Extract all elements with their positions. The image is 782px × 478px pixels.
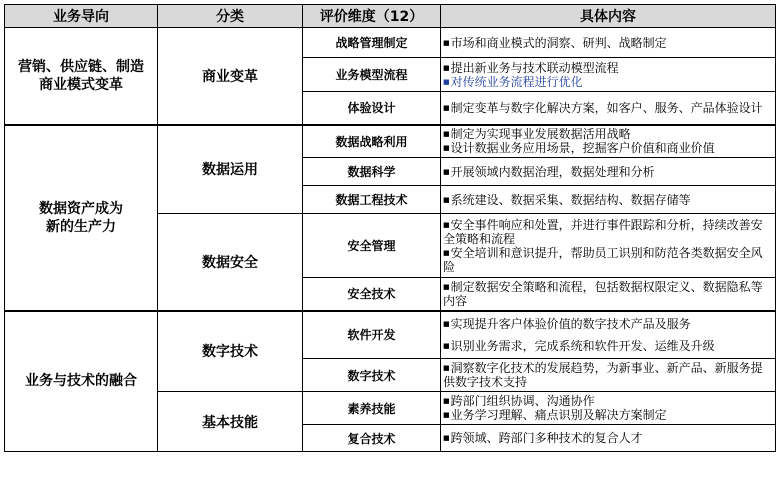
content-cell <box>441 392 776 425</box>
content-cell <box>441 92 776 125</box>
category-cell: 商业变革 <box>158 28 303 125</box>
content-cell <box>441 158 776 186</box>
content-item: ■ 洞察数字化技术的发展趋势，为新事业、新产品、新服务提供数字技术支持 <box>443 361 773 389</box>
content-item: ■ 安全事件响应和处置，并进行事件跟踪和分析，持续改善安全策略和流程 <box>443 218 773 246</box>
content-cell <box>441 311 776 359</box>
direction-line: 数据资产成为 <box>39 200 123 217</box>
content-item: ■ 设计数据业务应用场景，挖掘客户价值和商业价值 <box>443 141 773 155</box>
table-row <box>5 311 776 359</box>
content-item: ■ 实现提升客户体验价值的数字技术产品及服务 <box>443 317 773 331</box>
content-cell <box>441 425 776 452</box>
dimension-cell: 安全管理 <box>303 214 441 278</box>
dimension-cell: 数据科学 <box>303 158 441 186</box>
table-row <box>5 125 776 158</box>
category-cell: 数据安全 <box>158 214 303 311</box>
direction-line: 业务与技术的融合 <box>25 373 137 390</box>
content-item: ■ 跨部门组织协调、沟通协作 <box>443 394 773 408</box>
content-item: ■ 安全培训和意识提升，帮助员工识别和防范各类数据安全风险 <box>443 246 773 274</box>
direction-cell <box>5 28 158 125</box>
header-content: 具体内容 <box>441 5 776 28</box>
category-cell: 数据运用 <box>158 125 303 214</box>
content-item: ■ 提出新业务与技术联动模型流程 <box>443 61 773 75</box>
table-row <box>5 28 776 58</box>
content-cell <box>441 214 776 278</box>
direction-line: 新的生产力 <box>46 218 116 235</box>
dimension-cell: 软件开发 <box>303 311 441 359</box>
header-category: 分类 <box>158 5 303 28</box>
content-cell <box>441 186 776 214</box>
content-item: ■ 业务学习理解、痛点识别及解决方案制定 <box>443 408 773 422</box>
dimension-cell: 体验设计 <box>303 92 441 125</box>
direction-cell <box>5 125 158 311</box>
header-dimension: 评价维度（12） <box>303 5 441 28</box>
content-item: ■ 识别业务需求，完成系统和软件开发、运维及升级 <box>443 339 773 353</box>
dimension-cell: 业务模型流程 <box>303 58 441 92</box>
content-item: ■ 跨领域、跨部门多种技术的复合人才 <box>443 431 773 445</box>
content-item: ■ 制定为实现事业发展数据活用战略 <box>443 127 773 141</box>
dimension-cell: 素养技能 <box>303 392 441 425</box>
direction-cell <box>5 311 158 452</box>
dimension-cell: 数据工程技术 <box>303 186 441 214</box>
dimension-cell: 战略管理制定 <box>303 28 441 58</box>
dimension-cell: 复合技术 <box>303 425 441 452</box>
content-item: ■ 对传统业务流程进行优化 <box>443 75 773 89</box>
content-item: ■ 制定数据安全策略和流程，包括数据权限定义、数据隐私等内容 <box>443 280 773 308</box>
header-row <box>5 5 776 28</box>
content-cell <box>441 28 776 58</box>
direction-line: 营销、供应链、制造 <box>18 58 144 75</box>
category-cell: 数字技术 <box>158 311 303 392</box>
content-cell <box>441 278 776 311</box>
header-direction: 业务导向 <box>5 5 158 28</box>
content-cell <box>441 125 776 158</box>
content-item: ■ 开展领域内数据治理，数据处理和分析 <box>443 165 773 179</box>
dimension-cell: 数据战略利用 <box>303 125 441 158</box>
digital-talent-evaluation-table <box>4 4 776 452</box>
category-cell: 基本技能 <box>158 392 303 452</box>
content-item: ■ 制定变革与数字化解决方案，如客户、服务、产品体验设计 <box>443 101 773 115</box>
content-item: ■ 系统建设、数据采集、数据结构、数据存储等 <box>443 193 773 207</box>
content-cell <box>441 58 776 92</box>
evaluation-table-container <box>4 4 776 452</box>
dimension-cell: 数字技术 <box>303 359 441 392</box>
content-cell <box>441 359 776 392</box>
content-item: ■ 市场和商业模式的洞察、研判、战略制定 <box>443 36 773 50</box>
direction-line: 商业模式变革 <box>39 76 123 93</box>
dimension-cell: 安全技术 <box>303 278 441 311</box>
